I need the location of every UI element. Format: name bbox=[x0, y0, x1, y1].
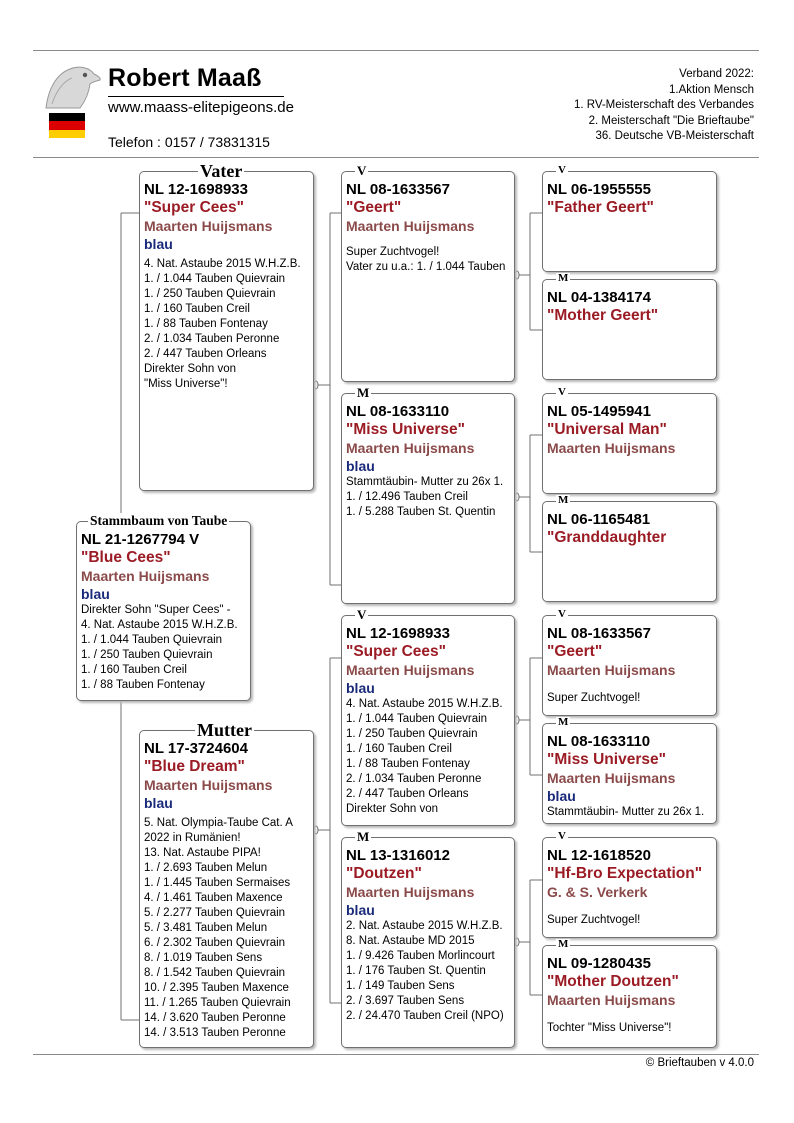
pedigree-card-ffm[interactable] bbox=[542, 279, 717, 380]
achievement-line: Verband 2022: bbox=[679, 68, 754, 80]
label-vater: Vater bbox=[200, 161, 243, 181]
label-m: M bbox=[558, 494, 569, 506]
ring-number: NL 06-1165481 bbox=[547, 511, 651, 528]
pedigree-card-mm[interactable] bbox=[341, 837, 515, 1048]
achievement-line: 1.Aktion Mensch bbox=[668, 83, 754, 96]
pedigree-card-fff[interactable] bbox=[542, 171, 717, 272]
label-v: V bbox=[357, 607, 367, 622]
pedigree-card-mmm[interactable] bbox=[542, 945, 717, 1048]
ring-number: NL 08-1633567 bbox=[547, 625, 651, 642]
pigeon-color: blau bbox=[547, 788, 576, 804]
copyright: © Brieftauben v 4.0.0 bbox=[645, 1057, 754, 1069]
phone-number: Telefon : 0157 / 73831315 bbox=[108, 134, 270, 150]
breeder-name: Maarten Huijsmans bbox=[547, 770, 676, 786]
pedigree-card-mother[interactable] bbox=[139, 730, 314, 1048]
breeder-name: Maarten Huijsmans bbox=[346, 440, 475, 456]
breeder-name: Maarten Huijsmans bbox=[346, 884, 475, 900]
ring-number: NL 04-1384174 bbox=[547, 289, 651, 306]
pigeon-name: "Mother Doutzen" bbox=[547, 973, 679, 990]
label-v: V bbox=[558, 164, 566, 176]
performance-notes: Super Zuchtvogel! Vater zu u.a.: 1. / 1.044 Tauben bbox=[346, 246, 506, 273]
pigeon-name: "Miss Universe" bbox=[346, 421, 465, 438]
performance-notes: Tochter "Miss Universe"! bbox=[547, 1022, 672, 1034]
label-mutter: Mutter bbox=[197, 720, 252, 740]
performance-notes: Stammtäubin- Mutter zu 26x 1. 1. / 12.496 Tauben Creil 1. / 5.288 Tauben St. Quentin bbox=[346, 476, 504, 518]
pigeon-name: "Geert" bbox=[547, 643, 603, 660]
pedigree-card-father[interactable] bbox=[139, 171, 314, 491]
performance-notes: 5. Nat. Olympia-Taube Cat. A 2022 in Rumänien! 13. Nat. Astaube PIPA! 1. / 2.693 Tauben Melun 1. / 1.445 Tauben Sermaises 4. / 1.461 Tauben Maxence 5. / 2.277 Tauben Quievrain 5. / 3.481 Tauben Melun 6. / 2.302 Tauben Quievrain 8. / 1.019 Tauben Sens 8. / 1.542 Tauben Quievrain 10. / 2.395 Tauben Maxence 11. / 1.265 Tauben Quievrain 14. / 3.620 Tauben Peronne 14. / 3.513 Tauben Peronne bbox=[144, 817, 293, 1039]
performance-notes: Direkter Sohn "Super Cees" - 4. Nat. Astaube 2015 W.H.Z.B. 1. / 1.044 Tauben Quievrain 1. / 250 Tauben Quievrain 1. / 160 Tauben Creil 1. / 88 Tauben Fontenay bbox=[81, 604, 238, 691]
pedigree-card-fmm[interactable] bbox=[542, 501, 717, 602]
pigeon-color: blau bbox=[81, 586, 110, 602]
achievement-line: 1. RV-Meisterschaft des Verbandes bbox=[573, 99, 754, 111]
pigeon-name: "Super Cees" bbox=[144, 199, 244, 216]
label-v: V bbox=[558, 608, 566, 620]
breeder-name: G. & S. Verkerk bbox=[547, 884, 648, 900]
pigeon-color: blau bbox=[346, 458, 375, 474]
breeder-name: Maarten Huijsmans bbox=[547, 992, 676, 1008]
pedigree-card-ff[interactable] bbox=[341, 171, 515, 382]
performance-notes: 2. Nat. Astaube 2015 W.H.Z.B. 8. Nat. Astaube MD 2015 1. / 9.426 Tauben Morlincourt 1. / 176 Tauben St. Quentin 1. / 149 Tauben Sens 2. / 3.697 Tauben Sens 2. / 24.470 Tauben Creil (NPO) bbox=[346, 920, 504, 1022]
label-stammbaum: Stammbaum von Taube bbox=[90, 513, 228, 528]
breeder-name: Maarten Huijsmans bbox=[81, 568, 210, 584]
pigeon-name: "Universal Man" bbox=[547, 421, 667, 438]
ring-number: NL 12-1698933 bbox=[346, 625, 450, 642]
ring-number: NL 09-1280435 bbox=[547, 955, 651, 972]
achievement-line: 36. Deutsche VB-Meisterschaft bbox=[595, 130, 754, 142]
label-m: M bbox=[558, 938, 569, 950]
pigeon-name: "Doutzen" bbox=[346, 865, 422, 882]
pigeon-name: "Geert" bbox=[346, 199, 402, 216]
pedigree-card-subject[interactable] bbox=[76, 521, 251, 701]
pedigree-card-mmf[interactable] bbox=[542, 837, 717, 938]
pigeon-name: "Super Cees" bbox=[346, 643, 446, 660]
footer-rule bbox=[33, 1054, 759, 1055]
pigeon-color: blau bbox=[144, 236, 173, 252]
performance-notes: 4. Nat. Astaube 2015 W.H.Z.B. 1. / 1.044 Tauben Quievrain 1. / 250 Tauben Quievrain 1. / 160 Tauben Creil 1. / 88 Tauben Fontenay 2. / 1.034 Tauben Peronne 2. / 447 Tauben Orleans Direkter Sohn von "Miss Universe"! bbox=[144, 258, 301, 390]
breeder-name: Maarten Huijsmans bbox=[144, 218, 273, 234]
ring-number: NL 12-1618520 bbox=[547, 847, 651, 864]
owner-name: Robert Maaß bbox=[108, 64, 262, 92]
pedigree-card-mf[interactable] bbox=[341, 615, 515, 826]
website-link[interactable]: www.maass-elitepigeons.de bbox=[108, 99, 294, 116]
ring-number: NL 08-1633110 bbox=[547, 733, 651, 750]
breeder-name: Maarten Huijsmans bbox=[346, 662, 475, 678]
pigeon-name: "Mother Geert" bbox=[547, 307, 659, 324]
breeder-name: Maarten Huijsmans bbox=[547, 662, 676, 678]
ring-number: NL 05-1495941 bbox=[547, 403, 651, 420]
label-m: M bbox=[558, 716, 569, 728]
ring-number: NL 13-1316012 bbox=[346, 847, 450, 864]
pigeon-name: "Father Geert" bbox=[547, 199, 654, 216]
breeder-name: Maarten Huijsmans bbox=[547, 440, 676, 456]
breeder-name: Maarten Huijsmans bbox=[346, 218, 475, 234]
pedigree-card-mfm[interactable] bbox=[542, 723, 717, 824]
pigeon-name: "Hf-Bro Expectation" bbox=[547, 865, 703, 882]
ring-number: NL 12-1698933 bbox=[144, 181, 248, 198]
pedigree-card-fm[interactable] bbox=[341, 393, 515, 604]
ring-number: NL 08-1633110 bbox=[346, 403, 450, 420]
label-m: M bbox=[558, 272, 569, 284]
pigeon-color: blau bbox=[346, 902, 375, 918]
ring-number: NL 21-1267794 V bbox=[81, 531, 200, 548]
label-v: V bbox=[357, 163, 367, 178]
pigeon-name: "Blue Cees" bbox=[81, 549, 171, 566]
performance-notes: Super Zuchtvogel! bbox=[547, 692, 641, 704]
pedigree-card-fmf[interactable] bbox=[542, 393, 717, 494]
achievement-line: 2. Meisterschaft "Die Brieftaube" bbox=[588, 114, 754, 127]
label-m: M bbox=[357, 385, 370, 400]
pigeon-color: blau bbox=[346, 680, 375, 696]
pedigree-card-mff[interactable] bbox=[542, 615, 717, 716]
label-v: V bbox=[558, 830, 566, 842]
pigeon-name: "Granddaughter bbox=[547, 529, 667, 546]
performance-notes: 4. Nat. Astaube 2015 W.H.Z.B. 1. / 1.044 Tauben Quievrain 1. / 250 Tauben Quievrain 1. / 160 Tauben Creil 1. / 88 Tauben Fontenay 2. / 1.034 Tauben Peronne 2. / 447 Tauben Orleans Direkter Sohn von bbox=[346, 698, 503, 815]
ring-number: NL 17-3724604 bbox=[144, 740, 248, 757]
label-v: V bbox=[558, 386, 566, 398]
pigeon-name: "Miss Universe" bbox=[547, 751, 666, 768]
label-m: M bbox=[357, 829, 370, 844]
pigeon-name: "Blue Dream" bbox=[144, 758, 245, 775]
ring-number: NL 08-1633567 bbox=[346, 181, 450, 198]
breeder-name: Maarten Huijsmans bbox=[144, 777, 273, 793]
performance-notes: Stammtäubin- Mutter zu 26x 1. bbox=[547, 806, 705, 818]
pigeon-color: blau bbox=[144, 795, 173, 811]
ring-number: NL 06-1955555 bbox=[547, 181, 651, 198]
performance-notes: Super Zuchtvogel! bbox=[547, 914, 641, 926]
